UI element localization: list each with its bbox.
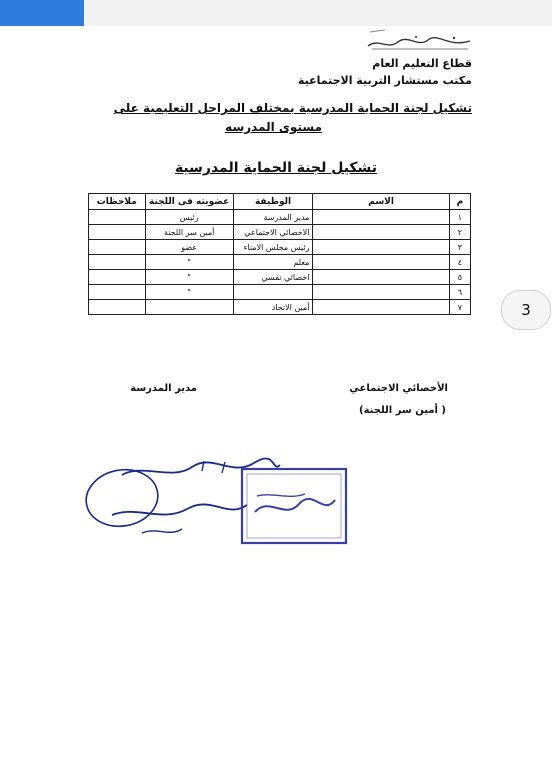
row-membership: رئيس	[145, 210, 233, 225]
row-membership: أمين سر اللجنة	[145, 225, 233, 240]
row-name	[313, 240, 449, 255]
row-number: ٢	[449, 225, 470, 240]
row-membership	[145, 300, 233, 315]
row-name	[313, 270, 449, 285]
row-number: ٤	[449, 255, 470, 270]
row-name	[313, 225, 449, 240]
row-job: الاخصائي الاجتماعي	[233, 225, 313, 240]
office-name: مكتب مستشار التربية الاجتماعية	[297, 74, 472, 87]
row-number: ١	[449, 210, 470, 225]
table-row	[89, 255, 471, 270]
row-membership: "	[145, 255, 233, 270]
row-job: أمين الاتحاد	[233, 300, 313, 315]
row-job	[233, 285, 313, 300]
table-row	[89, 300, 471, 315]
row-notes	[89, 285, 146, 300]
row-membership: "	[145, 270, 233, 285]
row-name	[313, 210, 449, 225]
row-job: اخصائي نفسي	[233, 270, 313, 285]
row-job: مدير المدرسة	[233, 210, 313, 225]
row-name	[313, 300, 449, 315]
row-notes	[89, 240, 146, 255]
col-header-number: م	[449, 194, 470, 210]
doc-title-line2: مستوى المدرسه	[225, 120, 322, 134]
page-indicator[interactable]: 3	[501, 290, 551, 330]
col-header-job: الوظيفة	[233, 194, 313, 210]
row-name	[313, 255, 449, 270]
row-notes	[89, 255, 146, 270]
row-notes	[89, 210, 146, 225]
committee-table	[88, 193, 471, 315]
row-job: رئيس مجلس الامناء	[233, 240, 313, 255]
browser-top-bar	[0, 0, 552, 27]
col-header-notes: ملاحظات	[89, 194, 146, 210]
doc-title-line1: تشكيل لجنة الحماية المدرسية بمختلف المراحل التعليمية على	[113, 101, 472, 115]
table-row	[89, 285, 471, 300]
table-row	[89, 270, 471, 285]
sector-name: قطاع التعليم العام	[372, 57, 472, 70]
document-page	[0, 26, 552, 764]
table-row	[89, 240, 471, 255]
row-membership: "	[145, 285, 233, 300]
ministry-logo	[364, 34, 474, 52]
row-notes	[89, 270, 146, 285]
row-number: ٦	[449, 285, 470, 300]
signature-principal: مدير المدرسة	[130, 383, 197, 394]
row-job: معلم	[233, 255, 313, 270]
table-row	[89, 210, 471, 225]
signature-committee-secretary: ( أمين سر اللجنة)	[359, 405, 446, 416]
col-header-membership: عضويته فى اللجنة	[145, 194, 233, 210]
table-row	[89, 225, 471, 240]
official-stamp	[239, 466, 349, 546]
row-number: ٥	[449, 270, 470, 285]
row-notes	[89, 300, 146, 315]
col-header-name: الاسم	[313, 194, 449, 210]
table-header-row	[89, 194, 471, 210]
row-notes	[89, 225, 146, 240]
row-membership: عضو	[145, 240, 233, 255]
table-title: تشكيل لجنة الحماية المدرسية	[174, 160, 378, 176]
app-header-accent	[0, 0, 84, 26]
row-number: ٣	[449, 240, 470, 255]
row-name	[313, 285, 449, 300]
signature-social-worker: الأخصائي الاجتماعي	[349, 383, 448, 394]
row-number: ٧	[449, 300, 470, 315]
